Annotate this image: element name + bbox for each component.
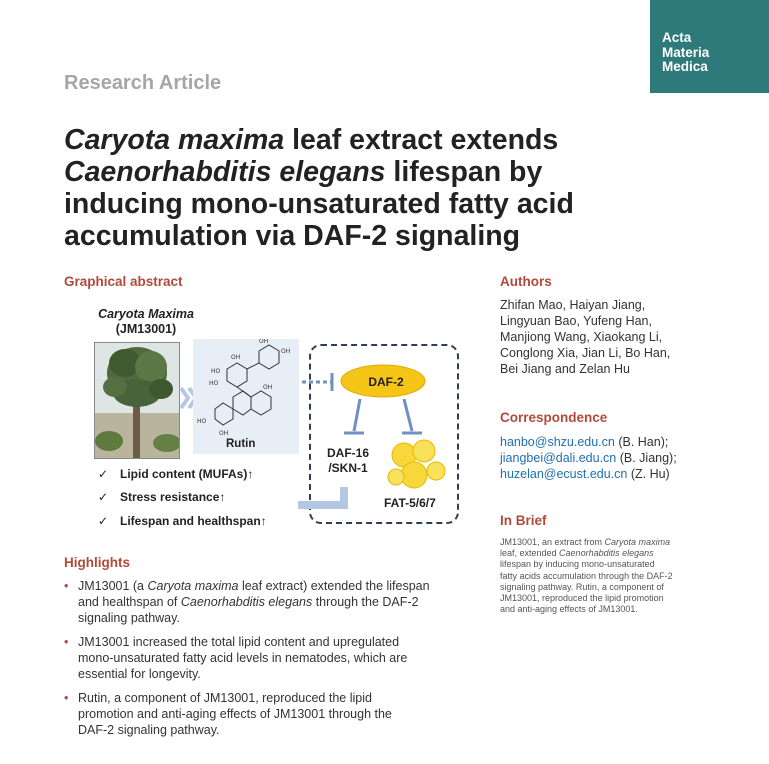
inhibit-line xyxy=(404,399,412,431)
correspondence-entry xyxy=(500,450,677,466)
title-line xyxy=(64,220,664,252)
journal-badge xyxy=(650,0,769,93)
daf2-label: DAF-2 xyxy=(368,375,404,389)
result-item xyxy=(98,490,225,504)
oh-group: OH xyxy=(219,430,229,437)
oh-group: HO xyxy=(209,380,219,387)
rutin-structure-panel xyxy=(193,339,299,454)
correspondence-heading: Correspondence xyxy=(500,410,608,425)
rutin-molecule-icon xyxy=(193,339,299,439)
authors-heading: Authors xyxy=(500,274,552,289)
result-text: Lifespan and healthspan↑ xyxy=(120,514,267,528)
title-text: inducing mono-unsaturated fatty acid xyxy=(64,188,574,220)
title-text: lifespan by xyxy=(385,156,543,188)
title-line xyxy=(64,188,664,220)
daf16-line: DAF-16 xyxy=(327,446,370,460)
plant-label xyxy=(86,307,206,337)
oh-group: HO xyxy=(211,368,221,375)
paper-title xyxy=(64,124,664,252)
highlight-line: promotion and anti-aging effects of JM13001 through the xyxy=(78,707,392,721)
brief-line: JM13001, an extract from Caryota maxima xyxy=(500,537,671,547)
oh-group: OH xyxy=(231,354,241,361)
highlight-item xyxy=(64,690,484,738)
oh-group: HO xyxy=(197,418,207,425)
highlights-heading: Highlights xyxy=(64,555,130,570)
highlight-line: Rutin, a component of JM13001, reproduced the lipid xyxy=(78,691,372,705)
brief-line: lifespan by inducing mono-unsaturated xyxy=(500,559,655,570)
author-initials: (Z. Hu) xyxy=(627,467,670,481)
author-line: Bei Jiang and Zelan Hu xyxy=(500,362,630,376)
email-link[interactable]: hanbo@shzu.edu.cn xyxy=(500,435,615,449)
title-line xyxy=(64,156,664,188)
oh-group: OH xyxy=(263,384,273,391)
check-icon: ✓ xyxy=(98,467,109,481)
brief-line: leaf, extended Caenorhabditis elegans xyxy=(500,548,654,559)
highlight-line: essential for longevity. xyxy=(78,667,201,681)
fat-label: FAT-5/6/7 xyxy=(384,496,436,510)
highlight-line: JM13001 increased the total lipid content and upregulated xyxy=(78,635,400,649)
correspondence-list xyxy=(500,434,677,482)
correspondence-entry xyxy=(500,434,677,450)
author-list xyxy=(500,297,760,377)
author-line: Zhifan Mao, Haiyan Jiang, xyxy=(500,298,646,312)
email-link[interactable]: jiangbei@dali.edu.cn xyxy=(500,451,617,465)
highlight-line: JM13001 (a Caryota maxima leaf extract) extended the lifespan xyxy=(78,579,430,593)
brief-line: and anti-aging effects of JM13001. xyxy=(500,604,638,615)
title-line xyxy=(64,124,664,156)
daf16-label xyxy=(327,446,369,476)
highlight-line: signaling pathway. xyxy=(78,611,180,625)
in-brief-text xyxy=(500,537,710,615)
author-line: Lingyuan Bao, Yufeng Han, xyxy=(500,314,652,328)
palm-tree-image xyxy=(95,343,179,458)
journal-line: Medica xyxy=(662,59,708,74)
correspondence-entry xyxy=(500,466,677,482)
in-brief-heading: In Brief xyxy=(500,513,547,528)
check-icon: ✓ xyxy=(98,514,109,528)
highlight-line: DAF-2 signaling pathway. xyxy=(78,723,220,737)
title-text: accumulation via DAF-2 signaling xyxy=(64,220,521,252)
article-type: Research Article xyxy=(64,72,222,94)
author-initials: (B. Jiang); xyxy=(616,451,677,465)
rutin-label: Rutin xyxy=(226,438,256,450)
brief-line: signaling pathway. Rutin, a component of xyxy=(500,581,664,592)
email-link[interactable]: huzelan@ecust.edu.cn xyxy=(500,467,628,481)
brief-line: fatty acids accumulation through the DAF-2 xyxy=(500,570,673,581)
author-line: Manjiong Wang, Xiaokang Li, xyxy=(500,330,663,344)
result-text: Stress resistance↑ xyxy=(120,490,226,504)
title-italic: Caenorhabditis elegans xyxy=(64,156,386,188)
author-line: Conglong Xia, Jian Li, Bo Han, xyxy=(500,346,671,360)
plant-species: Caryota Maxima xyxy=(98,307,194,321)
graphical-abstract-heading: Graphical abstract xyxy=(64,274,183,289)
journal-line: Acta xyxy=(662,30,692,45)
lipid-droplets-icon xyxy=(388,440,445,488)
bullet-icon: • xyxy=(64,635,69,649)
oh-group: OH xyxy=(259,339,269,345)
palm-tree-photo xyxy=(94,342,180,459)
title-italic: Caryota maxima xyxy=(64,124,285,156)
bullet-icon: • xyxy=(64,691,69,705)
result-item xyxy=(98,467,253,481)
highlight-line: and healthspan of Caenorhabditis elegans through the DAF-2 xyxy=(78,595,419,609)
title-text: leaf extract extends xyxy=(284,124,559,156)
bullet-icon: • xyxy=(64,579,69,593)
journal-line: Materia xyxy=(662,44,710,60)
result-text: Lipid content (MUFAs)↑ xyxy=(120,467,254,481)
highlights-list xyxy=(64,578,484,746)
plant-code: (JM13001) xyxy=(115,322,177,336)
inhibit-line xyxy=(354,399,360,431)
oh-group: OH xyxy=(281,348,291,355)
output-arrow xyxy=(298,487,344,505)
highlight-item xyxy=(64,578,484,626)
result-item xyxy=(98,514,267,528)
brief-line: JM13001, reproduced the lipid promotion xyxy=(500,593,664,604)
author-initials: (B. Han); xyxy=(614,435,669,449)
skn1-line: /SKN-1 xyxy=(328,461,368,475)
highlight-line: mono-unsaturated fatty acid levels in nematodes, which are xyxy=(78,651,408,665)
check-icon: ✓ xyxy=(98,490,109,504)
highlight-item xyxy=(64,634,484,682)
